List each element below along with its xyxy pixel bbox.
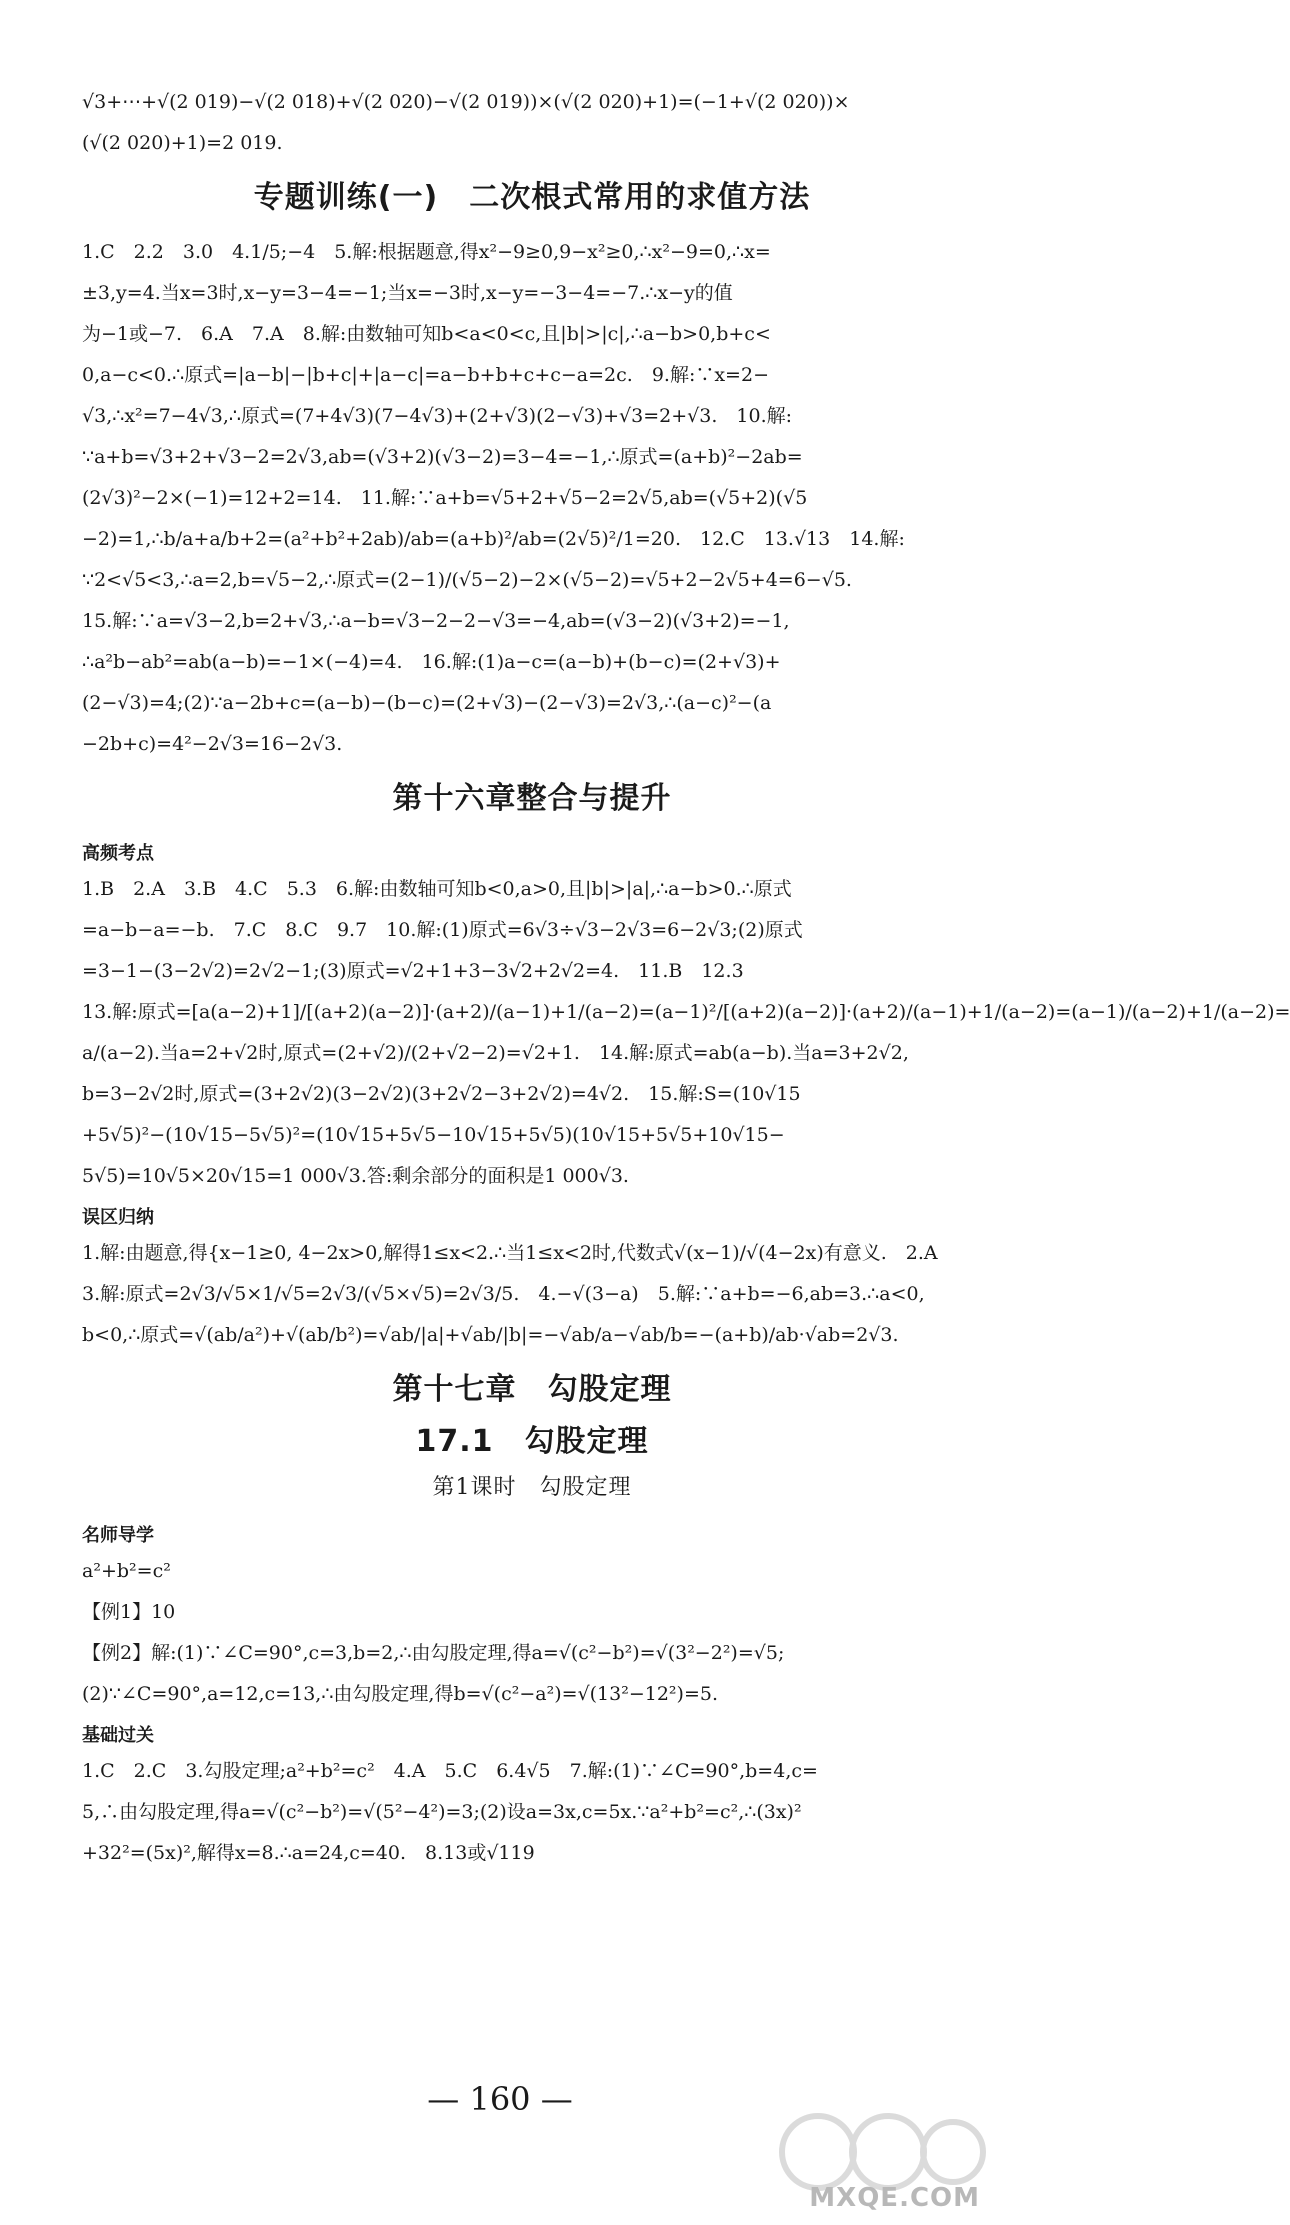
text-line: ∵a+b=√3+2+√3−2=2√3,ab=(√3+2)(√3−2)=3−4=−1,∴原式=(a+b)²−2ab=: [82, 446, 803, 468]
text-line: 为−1或−7. 6.A 7.A 8.解:由数轴可知b<a<0<c,且|b|>|c|,∴a−b>0,b+c<: [82, 323, 771, 345]
text-line: 1.C 2.2 3.0 4.1/5;−4 5.解:根据题意,得x²−9≥0,9−x²≥0,∴x²−9=0,∴x=: [82, 241, 771, 263]
text-line: =a−b−a=−b. 7.C 8.C 9.7 10.解:(1)原式=6√3÷√3−2√3=6−2√3;(2)原式: [82, 919, 803, 941]
text-line: 13.解:原式=[a(a−2)+1]/[(a+2)(a−2)]·(a+2)/(a−1)+1/(a−2)=(a−1)²/[(a+2)(a−2)]·(a+2)/(a−1)+1/(a−2)=(a−1)/(a−2)+1/(a−2)=: [82, 1001, 1290, 1023]
subsection-label: 高频考点: [82, 843, 154, 864]
text-line: ±3,y=4.当x=3时,x−y=3−4=−1;当x=−3时,x−y=−3−4=−7.∴x−y的值: [82, 282, 733, 304]
page-number: — 160 —: [427, 2080, 573, 2118]
text-line: (√(2 020)+1)=2 019.: [82, 132, 283, 154]
section-title: 第十六章整合与提升: [392, 781, 672, 816]
text-line: 5√5)=10√5×20√15=1 000√3.答:剩余部分的面积是1 000√3.: [82, 1165, 629, 1187]
text-line: √3,∴x²=7−4√3,∴原式=(7+4√3)(7−4√3)+(2+√3)(2−√3)+√3=2+√3. 10.解:: [82, 405, 793, 427]
text-line: 3.解:原式=2√3/√5×1/√5=2√3/(√5×√5)=2√3/5. 4.−√(3−a) 5.解:∵a+b=−6,ab=3.∴a<0,: [82, 1283, 925, 1305]
text-line: ∴a²b−ab²=ab(a−b)=−1×(−4)=4. 16.解:(1)a−c=(a−b)+(b−c)=(2+√3)+: [82, 651, 781, 673]
text-line: =3−1−(3−2√2)=2√2−1;(3)原式=√2+1+3−3√2+2√2=4. 11.B 12.3: [82, 960, 744, 982]
text-line: a²+b²=c²: [82, 1560, 171, 1582]
subsection-label: 基础过关: [82, 1725, 154, 1746]
section-title: 专题训练(一) 二次根式常用的求值方法: [253, 180, 811, 215]
text-line: −2)=1,∴b/a+a/b+2=(a²+b²+2ab)/ab=(a+b)²/ab=(2√5)²/1=20. 12.C 13.√13 14.解:: [82, 528, 905, 550]
section-heading: 17.1 勾股定理: [415, 1424, 649, 1459]
text-line: +5√5)²−(10√15−5√5)²=(10√15+5√5−10√15+5√5)(10√15+5√5+10√15−: [82, 1124, 785, 1146]
text-line: (2)∵∠C=90°,a=12,c=13,∴由勾股定理,得b=√(c²−a²)=√(13²−12²)=5.: [82, 1683, 719, 1705]
text-line: a/(a−2).当a=2+√2时,原式=(2+√2)/(2+√2−2)=√2+1. 14.解:原式=ab(a−b).当a=3+2√2,: [82, 1042, 909, 1064]
text-line: (2√3)²−2×(−1)=12+2=14. 11.解:∵a+b=√5+2+√5−2=2√5,ab=(√5+2)(√5: [82, 487, 808, 509]
text-line: 1.解:由题意,得{x−1≥0, 4−2x>0,解得1≤x<2.∴当1≤x<2时,代数式√(x−1)/√(4−2x)有意义. 2.A: [82, 1242, 938, 1264]
text-line: 【例1】10: [82, 1601, 176, 1623]
text-line: 15.解:∵a=√3−2,b=2+√3,∴a−b=√3−2−2−√3=−4,ab=(√3−2)(√3+2)=−1,: [82, 610, 790, 632]
text-line: √3+⋯+√(2 019)−√(2 018)+√(2 020)−√(2 019))×(√(2 020)+1)=(−1+√(2 020))×: [82, 91, 850, 113]
text-line: (2−√3)=4;(2)∵a−2b+c=(a−b)−(b−c)=(2+√3)−(2−√3)=2√3,∴(a−c)²−(a: [82, 692, 772, 714]
text-line: +32²=(5x)²,解得x=8.∴a=24,c=40. 8.13或√119: [82, 1842, 535, 1864]
text-line: 1.C 2.C 3.勾股定理;a²+b²=c² 4.A 5.C 6.4√5 7.解:(1)∵∠C=90°,b=4,c=: [82, 1760, 818, 1782]
text-line: 【例2】解:(1)∵∠C=90°,c=3,b=2,∴由勾股定理,得a=√(c²−b²)=√(3²−2²)=√5;: [82, 1642, 785, 1664]
subsection-label: 名师导学: [82, 1525, 154, 1546]
section-topic-training: [82, 172, 982, 759]
subsection-label: 误区归纳: [82, 1207, 154, 1228]
text-line: b=3−2√2时,原式=(3+2√2)(3−2√2)(3+2√2−3+2√2)=4√2. 15.解:S=(10√15: [82, 1083, 801, 1105]
text-line: 1.B 2.A 3.B 4.C 5.3 6.解:由数轴可知b<0,a>0,且|b|>|a|,∴a−b>0.∴原式: [82, 878, 792, 900]
text-line: −2b+c)=4²−2√3=16−2√3.: [82, 733, 343, 755]
lesson-title: 第1课时 勾股定理: [432, 1475, 632, 1500]
section-chapter16-review: [82, 773, 1290, 1350]
answer-page: [82, 0, 1290, 1880]
text-line: 0,a−c<0.∴原式=|a−b|−|b+c|+|a−c|=a−b+b+c+c−a=2c. 9.解:∵x=2−: [82, 364, 769, 386]
top-continuation: [82, 88, 982, 158]
watermark-text: MXQE.COM: [809, 2183, 980, 2213]
text-line: ∵2<√5<3,∴a=2,b=√5−2,∴原式=(2−1)/(√5−2)−2×(√5−2)=√5+2−2√5+4=6−√5.: [82, 569, 852, 591]
text-line: b<0,∴原式=√(ab/a²)+√(ab/b²)=√ab/|a|+√ab/|b|=−√ab/a−√ab/b=−(a+b)/ab·√ab=2√3.: [82, 1324, 899, 1346]
chapter-title: 第十七章 勾股定理: [392, 1372, 672, 1407]
section-chapter17: [82, 1364, 982, 1868]
text-line: 5,∴由勾股定理,得a=√(c²−b²)=√(5²−4²)=3;(2)设a=3x,c=5x.∵a²+b²=c²,∴(3x)²: [82, 1801, 802, 1823]
